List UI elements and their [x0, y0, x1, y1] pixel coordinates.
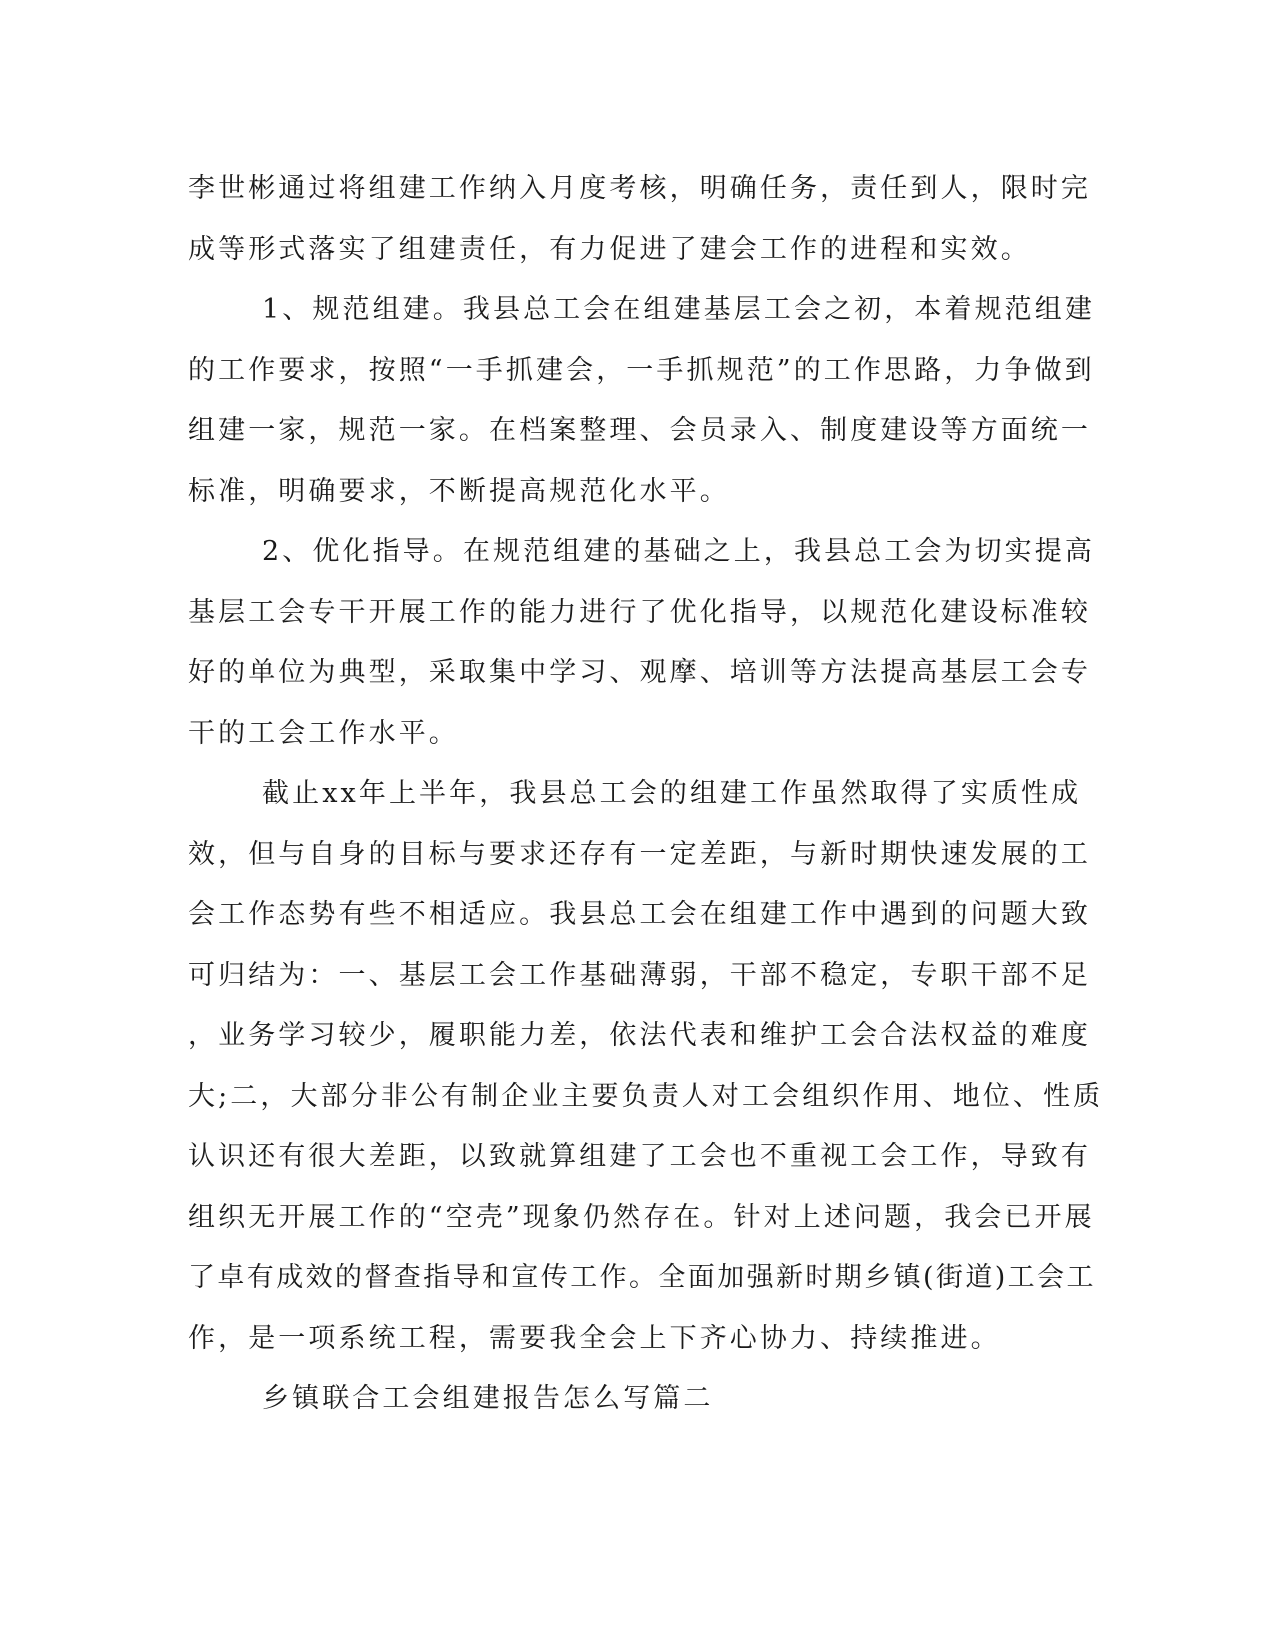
- text-line: 基层工会专干开展工作的能力进行了优化指导，以规范化建设标准较: [188, 596, 1091, 628]
- text-line: 效，但与自身的目标与要求还存有一定差距，与新时期快速发展的工: [188, 838, 1091, 870]
- text-line: 可归结为：一、基层工会工作基础薄弱，干部不稳定，专职干部不足: [188, 959, 1091, 991]
- text-line: 的工作要求，按照“一手抓建会，一手抓规范”的工作思路，力争做到: [188, 354, 1095, 386]
- text-line: 作，是一项系统工程，需要我全会上下齐心协力、持续推进。: [188, 1322, 1001, 1354]
- text-line: 标准，明确要求，不断提高规范化水平。: [188, 475, 730, 507]
- text-line: 大;二，大部分非公有制企业主要负责人对工会组织作用、地位、性质: [188, 1080, 1104, 1112]
- text-line: 组织无开展工作的“空壳”现象仍然存在。针对上述问题，我会已开展: [188, 1201, 1095, 1233]
- text-line: 会工作态势有些不相适应。我县总工会在组建工作中遇到的问题大致: [188, 899, 1091, 930]
- text-line: 成等形式落实了组建责任，有力促进了建会工作的进程和实效。: [188, 233, 1031, 265]
- text-line: 认识还有很大差距，以致就算组建了工会也不重视工会工作，导致有: [188, 1141, 1091, 1172]
- paragraph-start-line: 截止xx年上半年，我县总工会的组建工作虽然取得了实质性成: [262, 778, 1082, 809]
- text-line: 组建一家，规范一家。在档案整理、会员录入、制度建设等方面统一: [188, 415, 1091, 446]
- text-line: 了卓有成效的督查指导和宣传工作。全面加强新时期乡镇(街道)工会工: [188, 1262, 1096, 1293]
- text-line: 李世彬通过将组建工作纳入月度考核，明确任务，责任到人，限时完: [188, 173, 1091, 204]
- text-line: 干的工会工作水平。: [188, 717, 459, 749]
- paragraph-start-line: 2、优化指导。在规范组建的基础之上，我县总工会为切实提高: [262, 536, 1095, 567]
- text-line: 好的单位为典型，采取集中学习、观摩、培训等方法提高基层工会专: [188, 657, 1091, 688]
- text-line: ，业务学习较少，履职能力差，依法代表和维护工会合法权益的难度: [188, 1020, 1091, 1051]
- paragraph-start-line: 1、规范组建。我县总工会在组建基层工会之初，本着规范组建: [262, 294, 1095, 325]
- document-body: [188, 159, 1104, 1430]
- section-heading: 乡镇联合工会组建报告怎么写篇二: [262, 1383, 714, 1414]
